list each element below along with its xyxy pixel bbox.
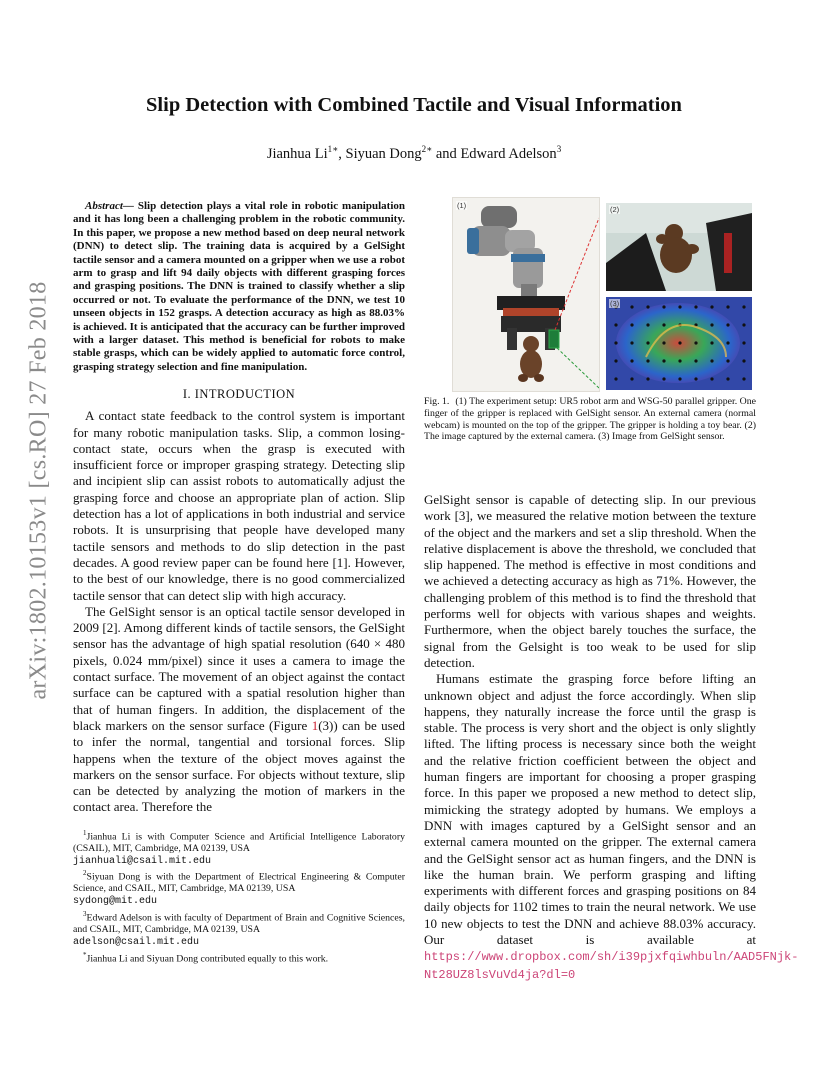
footnote-2 bbox=[73, 868, 405, 908]
figure-ref-link[interactable]: 1 bbox=[311, 717, 319, 733]
abstract-body: Slip detection plays a vital role in robotic manipulation and it has long been a challenging problem in the robotic community. In this paper, we propose a new method based on deep neural network (DNN) to detect slip. The training data is acquired by a GelSight tactile sensor and a camera mounted on a gripper when we use a robot arm to grasp and lift 94 daily objects with different grasping forces and grasping positions. The DNN is trained to classify whether a slip occurred or not. To evaluate the performance of the DNN, we test 10 unseen objects in 152 grasps. A detection accuracy as high as 88.03% is achieved. It is anticipated that the accuracy can be further improved with a larger dataset. This method is beneficial for robots to make stable grasps, which can be widely applied to automatic force control, grasping strategy selection and fine manipulation. bbox=[73, 200, 405, 373]
external-camera-image bbox=[606, 203, 752, 291]
footnote-email[interactable]: sydong@mit.edu bbox=[73, 896, 158, 908]
footnote-mark: * bbox=[83, 950, 87, 959]
author-separator: and bbox=[432, 145, 461, 162]
footnote-email[interactable]: adelson@csail.mit.edu bbox=[73, 936, 200, 948]
abstract bbox=[73, 200, 405, 374]
camera-view-illustration bbox=[606, 203, 752, 291]
panel-label: (2) bbox=[610, 205, 620, 214]
panel-label: (3) bbox=[610, 299, 620, 308]
arxiv-stamp bbox=[22, 280, 56, 700]
right-paragraph-2 bbox=[424, 671, 799, 983]
footnote-text: Edward Adelson is with faculty of Department of Brain and Cognitive Sciences, and CSAIL, MIT, Cambridge, MA 02139, USA bbox=[73, 912, 405, 936]
intro-paragraph-2-text: The GelSight sensor is an optical tactile sensor developed in 2009 [2]. Among different kinds of tactile sensors, the GelSight sensor has the advantage of high spatial resolution (640 × 480 pixels, 0.024 mm/pixel) since it uses a camera to image the contact surface. The movement of an object against the contact surface can be captured with a spatial resolution higher than that of human fingers. In addition, the displacement of the black markers on the sensor surface (Figure bbox=[73, 603, 405, 733]
right-column bbox=[424, 492, 799, 983]
footnote-text: Jianhua Li and Siyuan Dong contributed equally to this work. bbox=[86, 952, 329, 964]
left-column bbox=[73, 200, 405, 966]
author-separator: , bbox=[338, 145, 346, 162]
footnote-4 bbox=[73, 950, 405, 965]
caption-label: Fig. 1. bbox=[424, 396, 450, 407]
section-heading-introduction: I. INTRODUCTION bbox=[182, 387, 296, 402]
author-list bbox=[60, 144, 768, 163]
intro-paragraph-1: A contact state feedback to the control system is important for many robotic manipulation tasks. Slip, a common losing-contact state, occurs when the grasp is executed with insufficient force or improper grasping strategy. Detecting slip and incipient slip can assist robots to automatically adjust the grasping force and choose an appropriate plan of action. Slip detection has a lot of applications in both industrial and service robots. It is unsurprising that people have developed many tactile sensors and methods to do slip detection in the past decades. A good review paper can be found here [1]. However, to the best of our knowledge, there is no good commercialized tactile sensor that can detect slip with high accuracy. bbox=[73, 408, 405, 603]
panel-label: (1) bbox=[457, 201, 467, 210]
right-paragraph-2-text: Humans estimate the grasping force before lifting an unknown object and adjust the force accordingly. When slip happens, they naturally increase the force until the grasp is stable. The process is very short and the object is only slightly lifted. The lifting process is necessary since both the weight and the relative friction coefficient between the object and human fingers are important for choosing a proper grasping force. In this paper we proposed a new method to detect slip, mimicking the strategy adopted by humans. We employs a DNN with images captured by a GelSight sensor and an external camera mounted on the gripper. The external camera and the GelSight sensor act as human fingers, and the DNN is like the human brain. We perform grasping and lifting experiments with different forces and grasping positions on 84 daily objects for 1102 times to train the neural network. We use 10 new objects to test the DNN and achieve 88.03% accuracy. Our dataset is available at bbox=[424, 671, 756, 948]
author-affiliation-mark: 3 bbox=[556, 144, 562, 154]
robot-setup-photo bbox=[452, 197, 600, 392]
author-affiliation-mark: 1∗ bbox=[327, 144, 339, 154]
author-affiliation-mark: 2∗ bbox=[421, 144, 433, 154]
footnote-3 bbox=[73, 909, 405, 949]
footnote-mark: 1 bbox=[83, 828, 87, 837]
gelsight-sensor-image bbox=[606, 297, 752, 390]
intro-paragraph-2-text: (3)) can be used to infer the normal, tangential and torsional forces. Slip happens when the texture of the object moves against the markers on the sensor surface. For objects without texture, slip can be detected by analyzing the motion of markers in the contact area. Therefore the bbox=[73, 717, 405, 815]
figure-caption bbox=[424, 396, 756, 443]
footnotes bbox=[73, 828, 405, 965]
right-paragraph-1: GelSight sensor is capable of detecting slip. In our previous work [3], we measured the relative motion between the texture of the object and the markers and set a slip threshold. When the relative displacement is above the threshold, we concluded that slip happened. The method is effective in most conditions and we achieved a detecting accuracy as high as 71%. However, the challenging problem of this method is to find the threshold that performs well for objects with various shapes and weights. Furthermore, when the object barely touches the surface, the signal from the Gelsight is too weak to be used for slip detection. bbox=[424, 492, 756, 670]
dataset-url-link[interactable]: https://www.dropbox.com/sh/i39pjxfqiwhbuln/AAD5FNjk-Nt28UZ8lsVuVd4ja?dl=0 bbox=[424, 950, 799, 982]
figure-1 bbox=[452, 197, 752, 390]
footnote-text: Jianhua Li is with Computer Science and Artificial Intelligence Laboratory (CSAIL), MIT, Cambridge, MA 02139, USA bbox=[73, 830, 405, 854]
footnote-text: Siyuan Dong is with the Department of Electrical Engineering & Computer Science, and CSAIL, MIT, Cambridge, MA 02139, USA bbox=[73, 871, 405, 895]
footnote-mark: 2 bbox=[83, 869, 87, 878]
caption-text: (1) The experiment setup: UR5 robot arm and WSG-50 parallel gripper. One finger of the gripper is replaced with GelSight sensor. An external camera (normal webcam) is mounted on the top of the gripper. The gripper is holding a toy bear. (2) The image captured by the external camera. (3) Image from GelSight sensor. bbox=[424, 396, 756, 443]
abstract-lead: Abstract— bbox=[85, 200, 134, 212]
footnote-mark: 3 bbox=[83, 910, 87, 919]
intro-paragraph-2 bbox=[73, 604, 405, 816]
footnote-1 bbox=[73, 828, 405, 868]
footnote-email[interactable]: jianhuali@csail.mit.edu bbox=[73, 855, 212, 867]
author-name: Edward Adelson bbox=[460, 145, 557, 162]
gelsight-view-illustration bbox=[606, 297, 752, 390]
arxiv-identifier: arXiv:1802.10153v1 [cs.RO] 27 Feb 2018 bbox=[25, 280, 52, 700]
author-name: Siyuan Dong bbox=[345, 145, 422, 162]
paper-title: Slip Detection with Combined Tactile and Visual Information bbox=[146, 94, 682, 116]
author-name: Jianhua Li bbox=[266, 145, 328, 162]
robot-setup-illustration bbox=[453, 198, 599, 391]
